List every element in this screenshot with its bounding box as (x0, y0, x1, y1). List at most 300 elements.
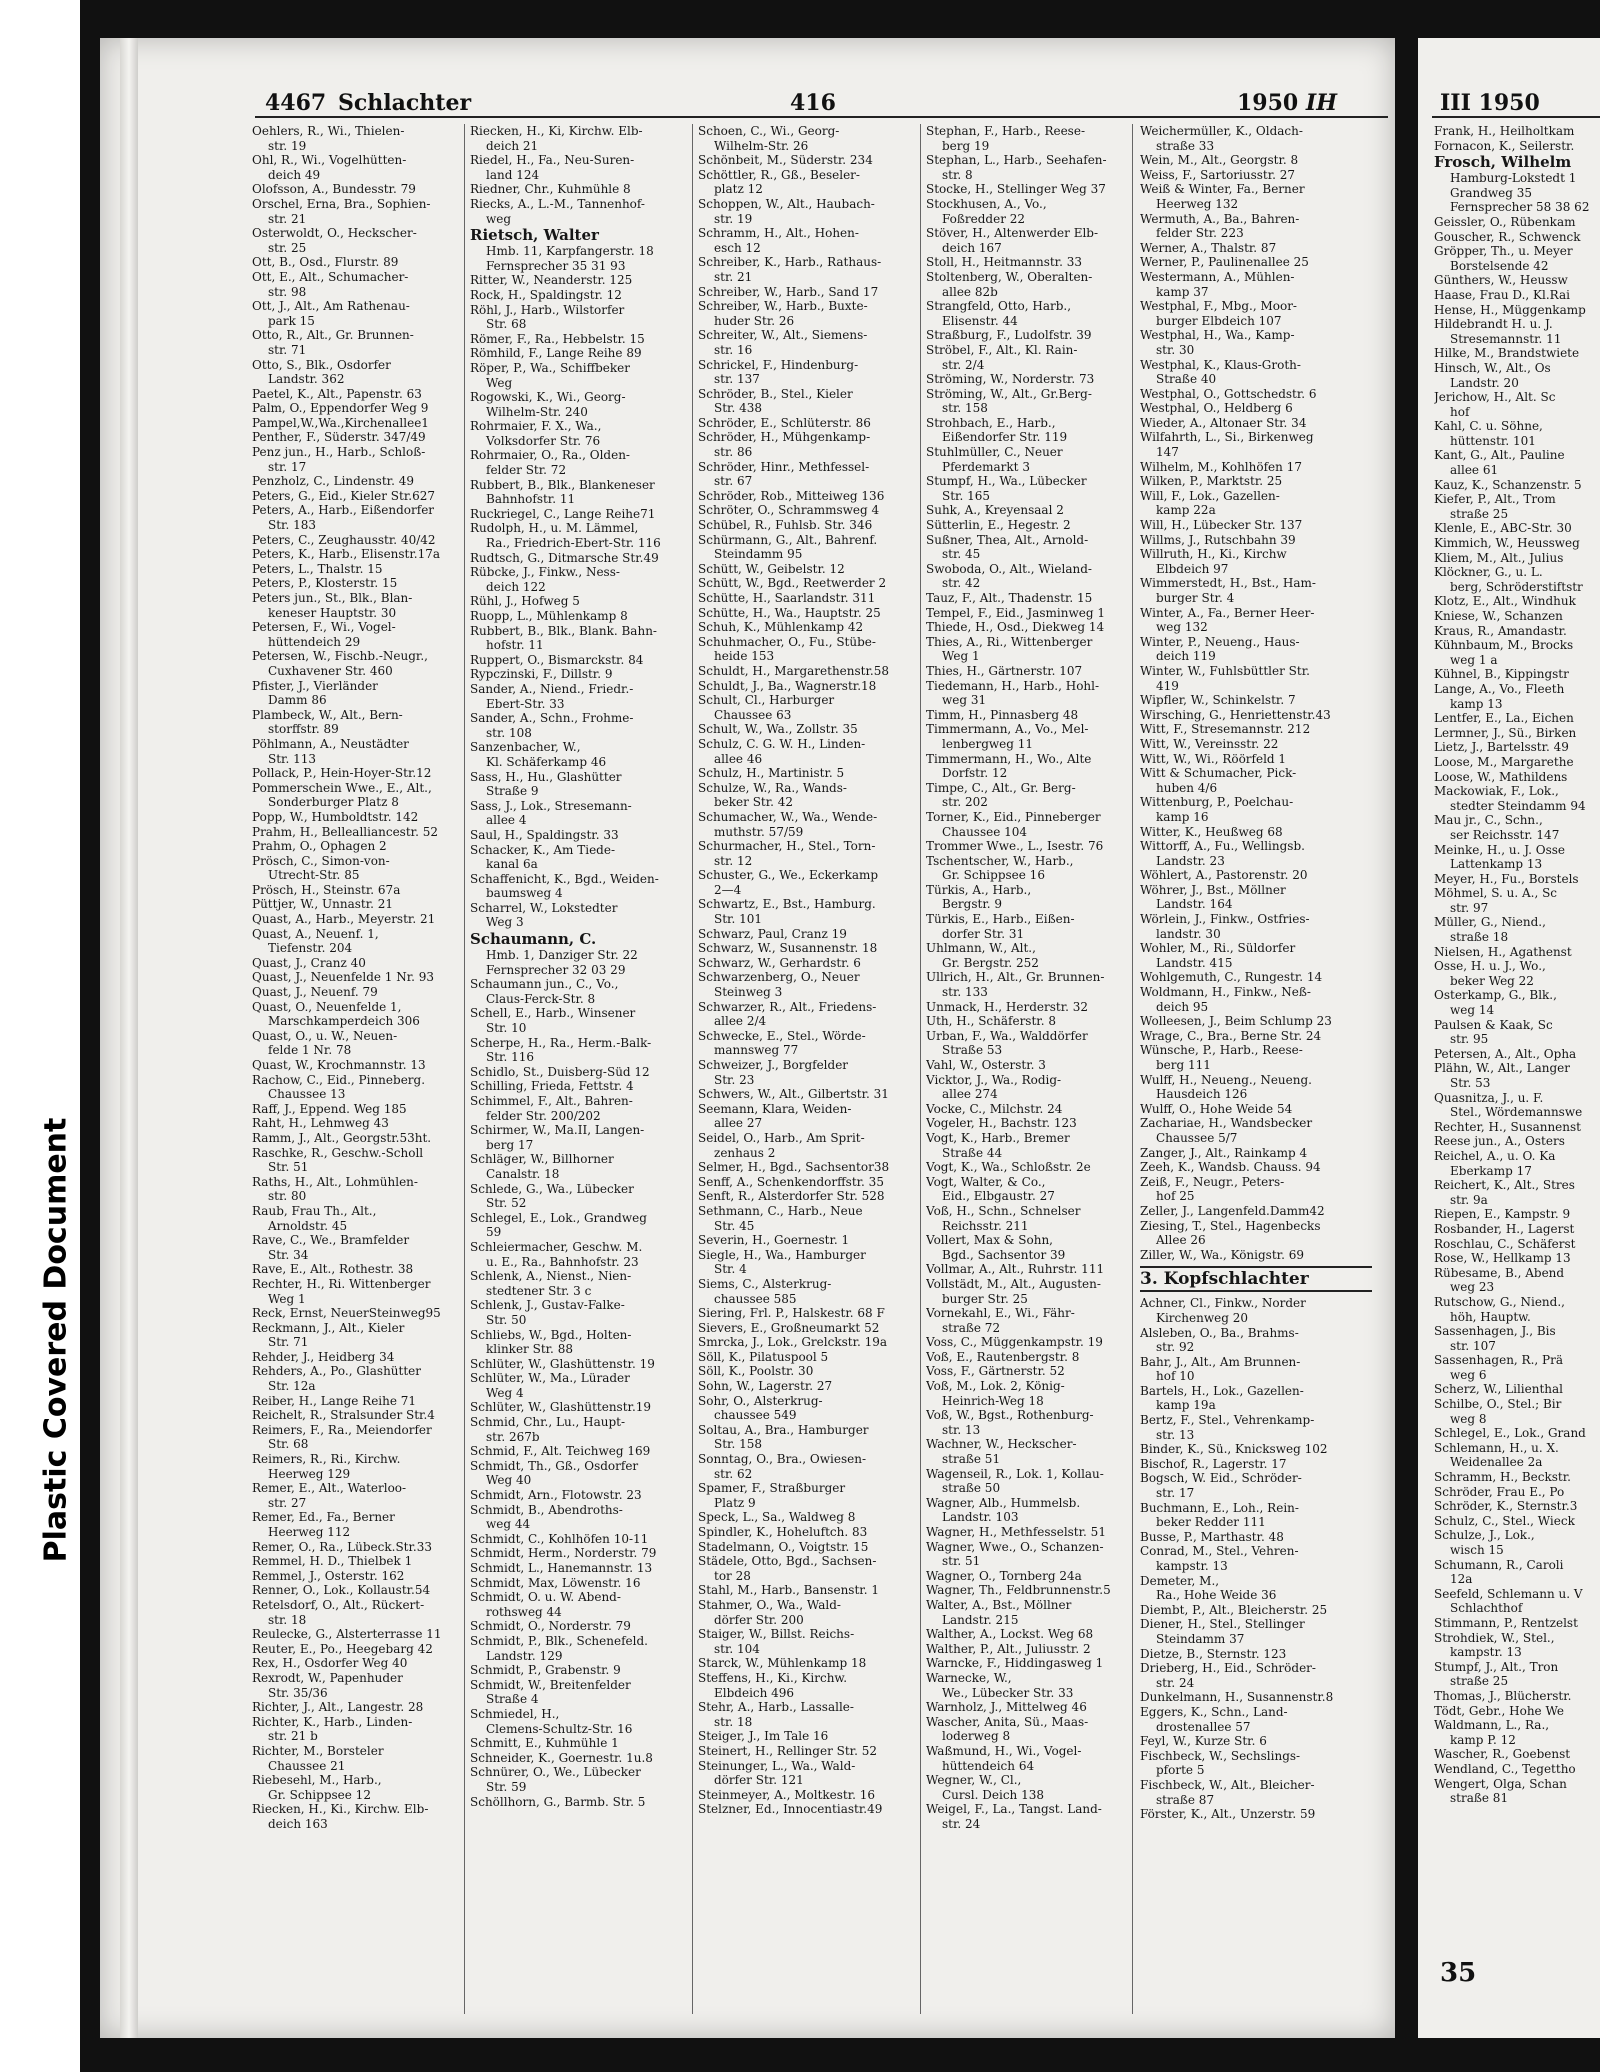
entry-line: Popp, W., Humboldtstr. 142 (252, 809, 419, 824)
entry-line: Vogt, K., Harb., Bremer (926, 1130, 1070, 1145)
entry-line: Rutschow, G., Niend., (1434, 1294, 1565, 1309)
entry-line: Petersen, A., Alt., Opha (1434, 1046, 1577, 1061)
entry-line: Heinrich-Weg 18 (942, 1393, 1044, 1408)
entry-line: Schirmer, W., Ma.II, Langen- (470, 1123, 645, 1138)
entry-line: Strohdiek, W., Stel., (1434, 1630, 1555, 1645)
entry-line: Schmidt, C., Kohlhöfen 10-11 (470, 1531, 649, 1546)
entry-line: Müller, G., Niend., (1434, 915, 1546, 930)
entry-line: Wagner, Wwe., O., Schanzen- (926, 1539, 1104, 1554)
entry-line: Ziller, W., Wa., Königstr. 69 (1140, 1247, 1304, 1262)
entry-line: Schröder, B., Stel., Kieler (698, 386, 853, 401)
entry-line: Bergstr. 9 (942, 897, 1002, 912)
entry-line: pforte 5 (1156, 1763, 1205, 1778)
entry-line: Walther, P., Alt., Juliusstr. 2 (926, 1641, 1091, 1656)
entry-line: Kimmich, W., Heussweg (1434, 536, 1580, 551)
entry-line: Römhild, F., Lange Reihe 89 (470, 346, 642, 361)
entry-line: Warncke, F., Hiddingasweg 1 (926, 1656, 1104, 1671)
entry-line: str. 158 (942, 401, 988, 416)
entry-line: Schmidt, W., Breitenfelder (470, 1677, 631, 1692)
entry-line: Schulz, H., Martinistr. 5 (698, 766, 845, 781)
entry-line: Osterkamp, G., Blk., (1434, 988, 1557, 1003)
entry-line: Rexrodt, W., Papenhuder (252, 1670, 403, 1685)
entry-line: Richter, J., Alt., Langestr. 28 (252, 1700, 424, 1715)
entry-line: deich 119 (1156, 649, 1216, 664)
entry-line: Zeiß, F., Neugr., Peters- (1140, 1174, 1285, 1189)
entry-line: Hmb. 1, Danziger Str. 22 (486, 948, 638, 963)
entry-line: Schlachthof (1450, 1601, 1523, 1616)
header-year-value: 1950 (1237, 90, 1299, 116)
entry-line: Stockhusen, A., Vo., (926, 196, 1047, 211)
entry-line: Str. 71 (268, 1335, 309, 1350)
entry-line: Sass, H., Hu., Glashütter (470, 769, 622, 784)
entry-line: straße 81 (1450, 1791, 1509, 1806)
entry-line: Smrcka, J., Lok., Grelckstr. 19a (698, 1335, 888, 1350)
entry-line: Voß, H., Schn., Schnelser (926, 1203, 1081, 1218)
entry-line: Schmidt, L., Hanemannstr. 13 (470, 1561, 653, 1575)
entry-line: hof (1450, 404, 1470, 419)
entry-line: Schuldt, H., Margarethenstr.58 (698, 663, 889, 678)
entry-line: Weg 1 (268, 1291, 306, 1306)
entry-line: Kliem, M., Alt., Julius (1434, 550, 1564, 565)
entry-line: Werner, P., Paulinenallee 25 (1140, 255, 1309, 270)
entry-line: kamp 16 (1156, 809, 1209, 824)
entry-line: Wascher, Anita, Sü., Maas- (926, 1714, 1089, 1729)
entry-line: Str. 34 (268, 1247, 309, 1262)
entry-line: Weichermüller, K., Oldach- (1140, 124, 1303, 138)
entry-line: Gr. Schippsee 16 (942, 868, 1045, 883)
header-page-number: 416 (790, 90, 836, 116)
entry-line: Ott, B., Osd., Flurstr. 89 (252, 255, 399, 270)
entry-line: hüttenstr. 101 (1450, 433, 1536, 448)
entry-line: str. 19 (268, 138, 307, 153)
header-rule (255, 116, 1388, 118)
entry-line: Weg 3 (486, 915, 524, 930)
entry-line: Dietze, B., Sternstr. 123 (1140, 1646, 1287, 1661)
entry-line: Stephan, F., Harb., Reese- (926, 124, 1085, 138)
entry-line: Stahmer, O., Wa., Wald- (698, 1597, 841, 1612)
entry-line: Clemens-Schultz-Str. 16 (486, 1721, 633, 1736)
entry-line: land 124 (486, 167, 540, 182)
entry-line: kampstr. 13 (1450, 1645, 1522, 1660)
entry-line: Schröder, H., Mühgenkamp- (698, 430, 871, 445)
entry-line: Uhlmann, W., Alt., (926, 941, 1036, 956)
entry-line: Sütterlin, E., Hegestr. 2 (926, 518, 1071, 533)
entry-line: Reese jun., A., Osters (1434, 1134, 1565, 1149)
entry-line: Stoltenberg, W., Oberalten- (926, 269, 1093, 284)
entry-line: str. 30 (1156, 342, 1195, 357)
entry-line: Stehr, A., Harb., Lassalle- (698, 1700, 854, 1715)
entry-line: Vollert, Max & Sohn, (926, 1233, 1053, 1248)
entry-line: Schübel, R., Fuhlsb. Str. 346 (698, 518, 873, 533)
entry-line: Severin, H., Goernestr. 1 (698, 1233, 850, 1248)
entry-line: Klotz, E., Alt., Windhuk (1434, 594, 1576, 609)
entry-line: Platz 9 (714, 1495, 756, 1510)
entry-line: Weg 4 (486, 1385, 524, 1400)
entry-line: Schlenk, J., Gustav-Falke- (470, 1298, 625, 1313)
entry-line: Ziesing, T., Stel., Hagenbecks (1140, 1218, 1321, 1233)
entry-heading: Schaumann, C. (470, 930, 597, 949)
entry-line: burger Str. 4 (1156, 591, 1235, 605)
entry-line: Zeller, J., Langenfeld.Damm42 (1140, 1203, 1325, 1218)
entry-line: Waldmann, L., Ra., (1434, 1718, 1550, 1733)
entry-line: Rohrmaier, O., Ra., Olden- (470, 448, 630, 463)
entry-line: Straße 53 (942, 1043, 1003, 1058)
entry-line: dörfer Str. 200 (714, 1612, 804, 1627)
entry-line: Schramm, H., Alt., Hohen- (698, 226, 859, 241)
entry-line: Sethmann, C., Harb., Neue (698, 1203, 863, 1218)
entry-line: Chaussee 5/7 (1156, 1130, 1238, 1145)
entry-line: Loose, M., Margarethe (1434, 754, 1574, 769)
entry-line: Wittenburg, P., Poelchau- (1140, 795, 1294, 810)
entry-line: str. 98 (268, 284, 307, 299)
entry-line: Jerichow, H., Alt. Sc (1434, 390, 1556, 405)
entry-line: Kant, G., Alt., Pauline (1434, 448, 1565, 463)
entry-line: hofstr. 11 (486, 638, 544, 653)
entry-line: Sander, A., Schn., Frohme- (470, 711, 634, 726)
entry-line: straße 25 (1450, 506, 1509, 521)
entry-line: landstr. 30 (1156, 926, 1221, 941)
entry-line: str. 13 (1156, 1427, 1195, 1442)
entry-line: Schwarzenberg, O., Neuer (698, 970, 860, 985)
entry-line: Winter, P., Neueng., Haus- (1140, 634, 1300, 649)
entry-line: str. 95 (1450, 1032, 1489, 1047)
entry-line: Plähn, W., Alt., Langer (1434, 1061, 1570, 1076)
entry-line: Ströming, W., Norderstr. 73 (926, 372, 1095, 387)
entry-line: Steinmeyer, A., Moltkestr. 16 (698, 1787, 876, 1802)
entry-line: Wagner, O., Tornberg 24a (926, 1568, 1082, 1583)
entry-line: Riecken, H., Ki, Kirchw. Elb- (470, 124, 643, 138)
entry-line: str. 92 (1156, 1340, 1195, 1355)
entry-line: str. 42 (942, 576, 981, 591)
entry-line: Sander, A., Niend., Friedr.- (470, 681, 634, 696)
entry-line: Günthers, W., Heussw (1434, 273, 1568, 288)
entry-line: Riepen, E., Kampstr. 9 (1434, 1207, 1571, 1222)
entry-line: berg 17 (486, 1137, 534, 1152)
entry-line: Riebesehl, M., Harb., (252, 1773, 382, 1788)
entry-line: str. 25 (268, 240, 307, 255)
entry-line: Schlenk, A., Nienst., Nien- (470, 1269, 632, 1284)
entry-line: Loose, W., Mathildens (1434, 769, 1568, 784)
entry-line: Vicktor, J., Wa., Rodig- (926, 1072, 1062, 1087)
entry-line: Grandweg 35 (1450, 185, 1533, 200)
entry-line: Schoen, C., Wi., Georg- (698, 124, 840, 138)
entry-line: Zanger, J., Alt., Rainkamp 4 (1140, 1145, 1308, 1160)
entry-line: Elisenstr. 44 (942, 313, 1018, 328)
entry-line: Siems, C., Alsterkrug- (698, 1276, 832, 1291)
entry-line: platz 12 (714, 182, 763, 197)
entry-line: felder Str. 223 (1156, 226, 1244, 241)
entry-line: Gr. Bergstr. 252 (942, 955, 1039, 970)
entry-line: Quast, O., u. W., Neuen- (252, 1028, 398, 1043)
entry-line: Schimmel, F., Alt., Bahren- (470, 1094, 633, 1108)
entry-line: Schoppen, W., Alt., Haubach- (698, 196, 875, 211)
entry-line: burger Elbdeich 107 (1156, 313, 1282, 328)
entry-line: Stelzner, Ed., Innocentiastr.49 (698, 1802, 883, 1817)
entry-line: Plambeck, W., Alt., Bern- (252, 707, 403, 722)
entry-line: 12a (1450, 1572, 1473, 1587)
entry-line: allee 46 (714, 751, 763, 766)
entry-line: Landstr. 129 (486, 1648, 563, 1663)
entry-line: Strangfeld, Otto, Harb., (926, 299, 1072, 314)
entry-line: Schmid, F., Alt. Teichweg 169 (470, 1444, 651, 1459)
entry-line: str. 97 (1450, 900, 1489, 915)
entry-line: Binder, K., Sü., Knicksweg 102 (1140, 1442, 1328, 1457)
entry-line: Kühnbaum, M., Brocks (1434, 638, 1574, 653)
entry-line: Vogt, K., Wa., Schloßstr. 2e (926, 1160, 1091, 1175)
entry-line: str. 21 (268, 211, 307, 226)
entry-line: chaussee 549 (714, 1408, 797, 1423)
entry-line: Vogt, Walter, & Co., (926, 1174, 1046, 1189)
entry-line: Penzholz, C., Lindenstr. 49 (252, 474, 414, 489)
entry-line: str. 107 (1450, 1338, 1496, 1353)
entry-line: Winter, W., Fuhlsbüttler Str. (1140, 663, 1310, 678)
entry-line: Reiber, H., Lange Reihe 71 (252, 1393, 417, 1408)
entry-line: 147 (1156, 445, 1179, 460)
entry-line: Scherpe, H., Ra., Herm.-Balk- (470, 1035, 652, 1050)
entry-line: Walter, A., Bst., Möllner (926, 1597, 1072, 1612)
entry-line: Kiefer, P., Alt., Trom (1434, 492, 1556, 507)
entry-line: Achner, Cl., Finkw., Norder (1140, 1296, 1306, 1311)
entry-line: str. 18 (714, 1714, 753, 1729)
entry-line: Schmitt, E., Kuhmühle 1 (470, 1736, 619, 1751)
entry-line: Rohrmaier, F. X., Wa., (470, 419, 602, 434)
entry-line: Schröder, Hinr., Methfessel- (698, 459, 870, 474)
entry-line: Thiede, H., Osd., Diekweg 14 (926, 620, 1105, 635)
entry-line: huder Str. 26 (714, 313, 795, 328)
entry-line: Ebert-Str. 33 (486, 696, 565, 711)
watermark-strip (0, 0, 80, 2072)
entry-line: Stoll, H., Heitmannstr. 33 (926, 255, 1082, 270)
entry-line: Tiefenstr. 204 (268, 941, 353, 956)
entry-line: Schmidt, Herm., Norderstr. 79 (470, 1546, 657, 1561)
entry-line: straße 18 (1450, 930, 1509, 945)
entry-line: baumsweg 4 (486, 886, 563, 901)
entry-line: Reichsstr. 211 (942, 1218, 1029, 1233)
entry-line: Schlegel, E., Lok., Grand (1434, 1426, 1586, 1441)
entry-line: Sonderburger Platz 8 (268, 795, 399, 810)
entry-line: Schlede, G., Wa., Lübecker (470, 1181, 634, 1196)
entry-line: str. 45 (942, 547, 981, 562)
entry-line: Steindamm 37 (1156, 1631, 1245, 1646)
entry-line: Uth, H., Schäferstr. 8 (926, 1014, 1056, 1029)
entry-line: str. 86 (714, 445, 753, 460)
entry-line: Olofsson, A., Bundesstr. 79 (252, 182, 416, 197)
entry-line: zenhaus 2 (714, 1145, 776, 1160)
entry-line: Werner, A., Thalstr. 87 (1140, 240, 1277, 255)
entry-line: Schütt, W., Bgd., Reetwerder 2 (698, 576, 887, 591)
entry-line: Wulff, H., Neueng., Neueng. (1140, 1072, 1312, 1087)
entry-line: Ramm, J., Alt., Georgstr.53ht. (252, 1130, 432, 1145)
entry-line: Siegle, H., Wa., Hamburger (698, 1247, 866, 1262)
entry-line: Lentfer, E., La., Eichen (1434, 711, 1574, 726)
entry-line: weg 23 (1450, 1280, 1495, 1295)
entry-line: Vollmar, A., Alt., Ruhrstr. 111 (926, 1262, 1105, 1277)
entry-line: Soltau, A., Bra., Hamburger (698, 1422, 869, 1437)
entry-line: Tschentscher, W., Harb., (926, 853, 1074, 868)
entry-line: Busse, P., Marthastr. 48 (1140, 1529, 1284, 1544)
entry-line: Chaussee 104 (942, 824, 1028, 839)
entry-line: str. 18 (268, 1612, 307, 1627)
entry-line: Schlemann, H., u. X. (1434, 1440, 1559, 1455)
entry-line: keneser Hauptstr. 30 (268, 605, 397, 620)
entry-line: Peters, L., Thalstr. 15 (252, 561, 383, 576)
entry-line: Schreiber, W., Harb., Sand 17 (698, 284, 879, 299)
entry-line: Eggers, K., Schn., Land- (1140, 1704, 1288, 1719)
entry-line: Meinke, H., u. J. Osse (1434, 842, 1565, 857)
entry-line: str. 24 (942, 1816, 981, 1831)
entry-line: Schurmacher, H., Stel., Torn- (698, 839, 876, 854)
facing-page-number: 35 (1440, 1958, 1477, 1988)
entry-line: 2—4 (714, 882, 742, 897)
entry-line: Vocke, C., Milchstr. 24 (926, 1101, 1063, 1116)
entry-line: Ra., Friedrich-Ebert-Str. 116 (486, 536, 661, 551)
entry-line: Schläger, W., Billhorner (470, 1152, 614, 1167)
entry-line: Quast, O., Neuenfelde 1, (252, 999, 402, 1014)
entry-line: Prösch, C., Simon-von- (252, 853, 390, 868)
entry-line: Mau jr., C., Schn., (1434, 813, 1543, 828)
entry-line: Waßmund, H., Wi., Vogel- (926, 1743, 1082, 1758)
entry-line: Wilfahrth, L., Si., Birkenweg (1140, 430, 1314, 445)
entry-line: Allee 26 (1156, 1233, 1206, 1248)
entry-line: str. 2/4 (942, 357, 985, 372)
entry-line: Pommerschein Wwe., E., Alt., (252, 780, 432, 795)
entry-line: Raschke, R., Geschw.-Scholl (252, 1145, 424, 1160)
entry-line: Schliebs, W., Bgd., Holten- (470, 1327, 632, 1342)
entry-line: Eißendorfer Str. 119 (942, 430, 1068, 445)
entry-line: Reulecke, G., Alsterterrasse 11 (252, 1627, 442, 1642)
entry-line: Witt & Schumacher, Pick- (1140, 766, 1297, 781)
entry-line: Diembt, P., Alt., Bleicherstr. 25 (1140, 1602, 1328, 1617)
entry-line: str. 267b (486, 1429, 540, 1444)
entry-line: storffstr. 89 (268, 722, 339, 737)
entry-line: beker Str. 42 (714, 795, 794, 810)
entry-line: Hausdeich 126 (1156, 1087, 1248, 1102)
entry-line: Schmid, Chr., Lu., Haupt- (470, 1415, 626, 1430)
entry-line: Ra., Hohe Weide 36 (1156, 1588, 1277, 1603)
entry-line: Prahm, H., Bellealliancestr. 52 (252, 824, 438, 839)
entry-line: Rühl, J., Hofweg 5 (470, 594, 580, 609)
entry-line: Witter, K., Heußweg 68 (1140, 824, 1283, 839)
entry-line: Staiger, W., Billst. Reichs- (698, 1627, 855, 1642)
entry-line: Str. 158 (714, 1437, 762, 1452)
entry-line: Wirsching, G., Henriettenstr.43 (1140, 707, 1331, 722)
entry-line: felder Str. 72 (486, 463, 567, 478)
entry-line: Wittorff, A., Fu., Wellingsb. (1140, 839, 1305, 854)
entry-line: Richter, K., Harb., Linden- (252, 1714, 413, 1729)
entry-line: Mackowiak, F., Lok., (1434, 784, 1559, 799)
entry-line: 59 (486, 1225, 502, 1240)
entry-line: Nielsen, H., Agathenst (1434, 944, 1572, 959)
entry-line: Schütte, H., Saarlandstr. 311 (698, 591, 876, 605)
entry-line: Schröder, Frau E., Po (1434, 1484, 1565, 1499)
entry-line: burger Str. 25 (942, 1291, 1028, 1306)
entry-line: Trommer Wwe., L., Isestr. 76 (926, 839, 1104, 854)
entry-line: Gröpper, Th., u. Meyer (1434, 244, 1573, 259)
entry-line: Steinert, H., Rellinger Str. 52 (698, 1743, 877, 1758)
column-divider (1132, 124, 1133, 2014)
entry-line: str. 71 (268, 342, 307, 357)
header-section-title: Schlachter (338, 90, 472, 116)
entry-line: str. 17 (268, 459, 307, 474)
entry-line: Stadelmann, O., Voigtstr. 15 (698, 1539, 869, 1554)
entry-line: Steffens, H., Ki., Kirchw. (698, 1670, 848, 1685)
entry-line: Reck, Ernst, NeuerSteinweg95 (252, 1306, 441, 1321)
entry-line: Wachner, W., Heckscher- (926, 1437, 1077, 1452)
entry-line: straße 72 (942, 1320, 1001, 1335)
entry-line: Canalstr. 18 (486, 1166, 560, 1181)
entry-line: str. 67 (714, 474, 753, 489)
entry-line: weg 31 (942, 693, 987, 708)
entry-line: str. 13 (942, 1422, 981, 1437)
entry-line: u. E., Ra., Bahnhofstr. 23 (486, 1254, 639, 1269)
entry-line: Arnoldstr. 45 (268, 1218, 348, 1233)
entry-line: Meyer, H., Fu., Borstels (1434, 871, 1579, 886)
entry-line: allee 27 (714, 1116, 763, 1131)
entry-line: Torner, K., Eid., Pinneberger (926, 809, 1101, 824)
entry-line: Schnürer, O., We., Lübecker (470, 1765, 641, 1780)
entry-line: Pampel,W.,Wa.,Kirchenallee1 (252, 415, 429, 430)
entry-line: Fornacon, K., Seilerstr. (1434, 138, 1575, 153)
entry-line: stedter Steindamm 94 (1450, 798, 1586, 813)
entry-line: Rehder, J., Heidberg 34 (252, 1349, 395, 1364)
entry-line: Quast, A., Neuenf. 1, (252, 926, 379, 941)
entry-line: Westphal, K., Klaus-Groth- (1140, 357, 1301, 372)
entry-line: Str. 113 (268, 751, 316, 766)
entry-line: Straßburg, F., Ludolfstr. 39 (926, 328, 1092, 343)
directory-column-3 (698, 124, 916, 2014)
entry-line: felder Str. 200/202 (486, 1108, 601, 1123)
entry-line: Stimmann, P., Rentzelst (1434, 1615, 1578, 1630)
entry-line: str. 133 (942, 985, 988, 1000)
entry-line: Frank, H., Heilholtkam (1434, 124, 1575, 138)
entry-line: str. 21 (714, 269, 753, 284)
entry-line: chaussee 585 (714, 1291, 797, 1306)
column-divider (692, 124, 693, 2014)
entry-line: Wilhelm-Str. 240 (486, 404, 588, 419)
entry-line: Kl. Schäferkamp 46 (486, 754, 607, 769)
entry-line: Orschel, Erna, Bra., Sophien- (252, 196, 431, 211)
entry-line: Zeeh, K., Wandsb. Chauss. 94 (1140, 1160, 1321, 1175)
entry-line: Rudolph, H., u. M. Lämmel, (470, 521, 639, 536)
entry-line: Hilke, M., Brandstwiete (1434, 346, 1580, 361)
entry-line: Reichert, K., Alt., Stres (1434, 1178, 1575, 1193)
entry-line: Fischbeck, W., Sechslings- (1140, 1748, 1301, 1763)
entry-line: Straße 4 (486, 1692, 539, 1707)
entry-line: kamp 37 (1156, 284, 1209, 299)
entry-line: Senft, R., Alsterdorfer Str. 528 (698, 1189, 885, 1204)
entry-line: Schwarz, Paul, Cranz 19 (698, 926, 847, 941)
entry-line: Schmiedel, H., (470, 1706, 560, 1721)
entry-line: straße 33 (1156, 138, 1215, 153)
entry-line: Schmidt, B., Abendroths- (470, 1502, 623, 1517)
entry-line: Remmel, H. D., Thielbek 1 (252, 1554, 413, 1569)
entry-line: Steindamm 95 (714, 547, 803, 562)
entry-line: Wegner, W., Cl., (926, 1773, 1022, 1788)
entry-line: Schwartz, E., Bst., Hamburg. (698, 897, 876, 912)
entry-line: Püttjer, W., Unnastr. 21 (252, 897, 394, 912)
entry-line: Richter, M., Borsteler (252, 1743, 384, 1758)
entry-line: Vahl, W., Osterstr. 3 (926, 1058, 1046, 1072)
entry-line: Selmer, H., Bgd., Sachsentor38 (698, 1160, 890, 1175)
entry-line: Schmidt, P., Grabenstr. 9 (470, 1663, 621, 1678)
entry-line: Bahr, J., Alt., Am Brunnen- (1140, 1354, 1301, 1369)
column-divider (464, 124, 465, 2014)
entry-line: huben 4/6 (1156, 780, 1218, 795)
entry-line: Sievers, E., Großneumarkt 52 (698, 1320, 880, 1335)
entry-line: Schacker, K., Am Tiede- (470, 842, 616, 857)
entry-line: Peters, P., Klosterstr. 15 (252, 576, 398, 591)
entry-line: weg 1 a (1450, 652, 1498, 667)
